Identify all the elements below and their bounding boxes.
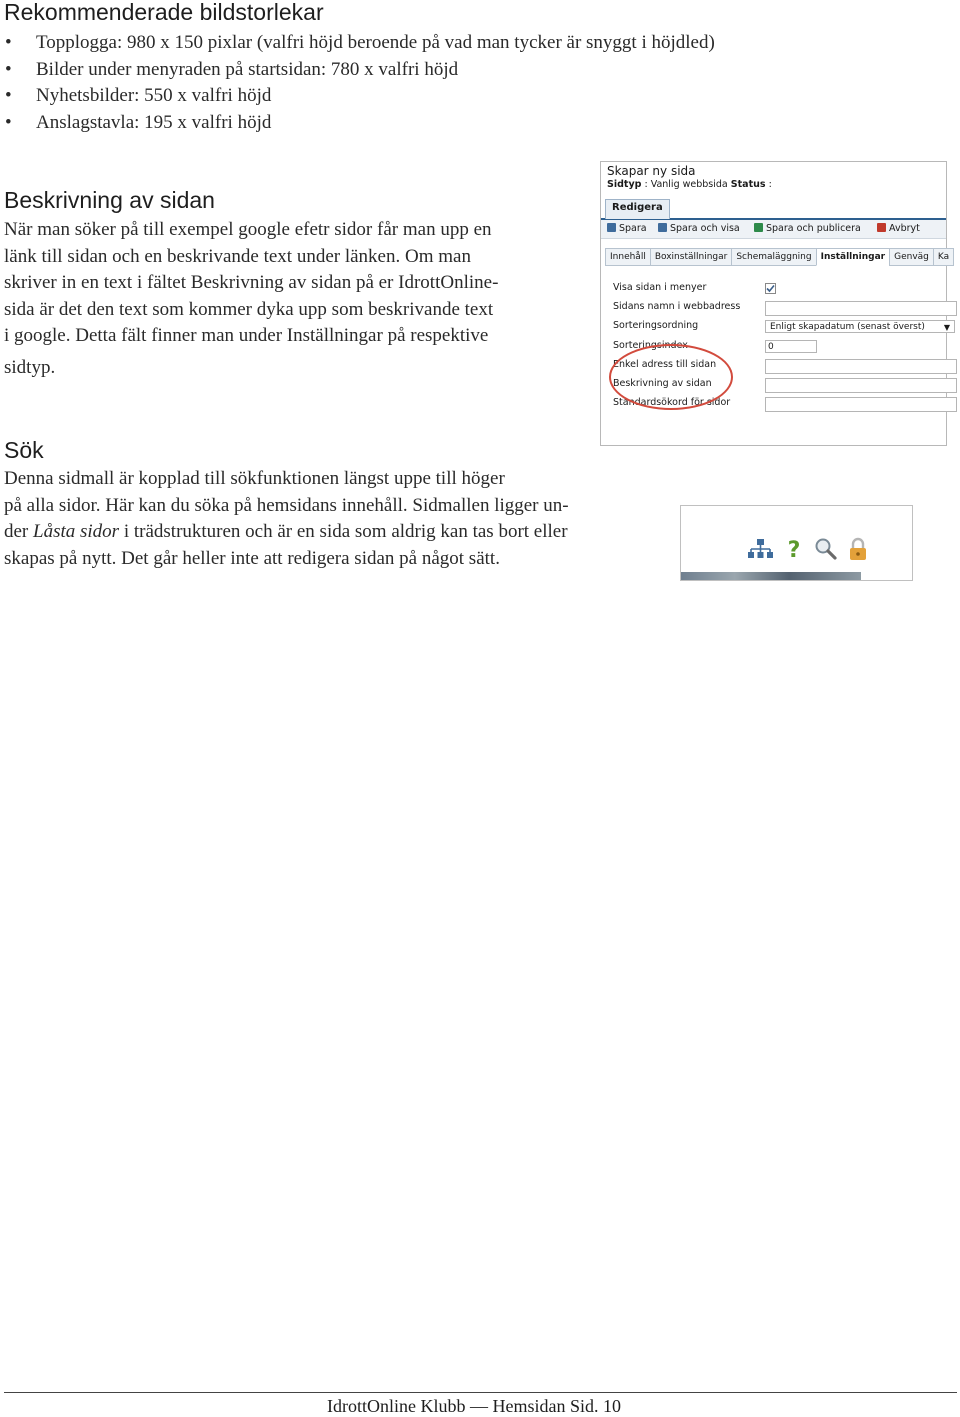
page-footer: IdrottOnline Klubb — Hemsidan Sid. 10 <box>327 1396 621 1416</box>
text-line: på alla sidor. Här kan du söka på hemsidans innehåll. Sidmallen ligger un- <box>4 494 569 516</box>
save-button[interactable] <box>607 222 647 236</box>
image-size-list <box>0 30 715 136</box>
field-label: Visa sidan i menyer <box>613 282 707 293</box>
list-item <box>0 83 715 110</box>
field-label: Standardsökord för sidor <box>613 397 731 408</box>
list-item-text: Bilder under menyraden på startsidan: 780 x valfri höjd <box>36 58 459 80</box>
page-type-label: Sidtyp <box>607 179 642 190</box>
default-keywords-input[interactable] <box>765 397 957 412</box>
search-paragraph <box>4 466 569 572</box>
lock-icon[interactable] <box>845 536 871 562</box>
screenshot-title: Skapar ny sida <box>607 164 696 178</box>
page-type-line <box>607 179 772 190</box>
bullet: • <box>5 32 12 53</box>
tab-installningar[interactable]: Inställningar <box>816 248 891 266</box>
text-line: Denna sidmall är kopplad till sökfunktionen längst uppe till höger <box>4 468 505 489</box>
field-label: Sidans namn i webbadress <box>613 301 741 312</box>
text-line: skapas på nytt. Det går heller inte att redigera sidan på något sätt. <box>4 547 500 569</box>
cancel-icon <box>877 223 886 232</box>
floppy-icon <box>658 223 667 232</box>
sort-index-input[interactable]: 0 <box>765 340 817 353</box>
sort-order-select[interactable] <box>765 320 955 333</box>
url-name-input[interactable] <box>765 301 957 316</box>
bullet: • <box>5 111 12 133</box>
text-line: sida är det den text som kommer dyka upp som beskrivande text <box>4 298 494 320</box>
chevron-down-icon: ▼ <box>943 323 950 332</box>
tab-more[interactable]: Ka <box>933 248 954 266</box>
help-icon[interactable] <box>781 536 807 562</box>
cms-settings-screenshot <box>600 161 950 446</box>
bullet: • <box>5 85 12 106</box>
locked-pages-term: Låsta sidor <box>33 521 120 542</box>
tab-boxinstallningar[interactable]: Boxinställningar <box>650 248 733 266</box>
sort-order-value: Enligt skapadatum (senast överst) <box>770 322 925 332</box>
checkmark-icon <box>766 284 775 293</box>
list-item <box>0 30 715 57</box>
floppy-icon <box>607 223 616 232</box>
highlight-circle <box>609 344 733 410</box>
sitemap-icon[interactable] <box>747 536 773 562</box>
text-line: När man söker på till exempel google efetr sidor får man upp en <box>4 219 492 240</box>
simple-address-input[interactable] <box>765 359 957 374</box>
save-and-view-button[interactable] <box>658 222 740 236</box>
save-and-publish-label: Spara och publicera <box>766 223 861 234</box>
list-item-text: Topplogga: 980 x 150 pixlar (valfri höjd beroende på vad man tycker är snyggt i höjdled) <box>36 32 715 53</box>
show-in-menus-checkbox[interactable] <box>765 283 776 294</box>
footer-rule <box>4 1392 957 1393</box>
text-line <box>4 519 569 546</box>
cancel-button[interactable] <box>877 222 920 236</box>
text-segment: i trädstrukturen och är en sida som aldrig kan tas bort eller <box>119 521 568 542</box>
header-icons-screenshot <box>680 505 913 581</box>
field-label: Enkel adress till sidan <box>613 359 717 370</box>
tab-redigera[interactable]: Redigera <box>605 199 670 219</box>
status-label: Status <box>730 179 766 190</box>
list-item <box>0 110 715 137</box>
text-line: i google. Detta fält finner man under Inställningar på respektive <box>4 325 489 346</box>
list-item-text: Nyhetsbilder: 550 x valfri höjd <box>36 85 272 106</box>
svg-text:?: ? <box>787 538 801 563</box>
text-line: skriver in en text i fältet Beskrivning av sidan på er IdrottOnline- <box>4 272 499 293</box>
save-and-publish-button[interactable] <box>754 222 861 236</box>
list-item <box>0 57 715 84</box>
bullet: • <box>5 58 12 80</box>
heading-page-description: Beskrivning av sidan <box>4 187 215 213</box>
tab-schemalaggning[interactable]: Schemaläggning <box>731 248 816 266</box>
save-label: Spara <box>619 223 647 234</box>
heading-search: Sök <box>4 437 44 463</box>
search-icon[interactable] <box>813 536 839 562</box>
publish-icon <box>754 223 763 232</box>
tab-innehall[interactable]: Innehåll <box>605 248 651 266</box>
field-label: Sorteringsindex <box>613 340 688 351</box>
settings-tab-bar <box>605 248 953 266</box>
field-label: Sorteringsordning <box>613 320 699 331</box>
heading-image-sizes: Rekommenderade bildstorlekar <box>4 0 324 25</box>
text-line: länk till sidan och en beskrivande text under länken. Om man <box>4 245 471 267</box>
status-value: : <box>768 179 772 190</box>
cancel-label: Avbryt <box>889 223 920 234</box>
banner-image-strip <box>681 572 861 580</box>
page-description-paragraph <box>4 217 498 381</box>
save-and-view-label: Spara och visa <box>670 223 740 234</box>
text-segment: der <box>4 521 34 542</box>
page-description-input[interactable] <box>765 378 957 393</box>
tab-genvag[interactable]: Genväg <box>889 248 934 266</box>
page-type-value: : Vanlig webbsida <box>644 179 728 190</box>
main-tab-bar <box>601 196 946 220</box>
field-label: Beskrivning av sidan <box>613 378 712 389</box>
text-line: sidtyp. <box>4 356 56 378</box>
edit-toolbar <box>601 220 946 239</box>
list-item-text: Anslagstavla: 195 x valfri höjd <box>36 111 272 133</box>
